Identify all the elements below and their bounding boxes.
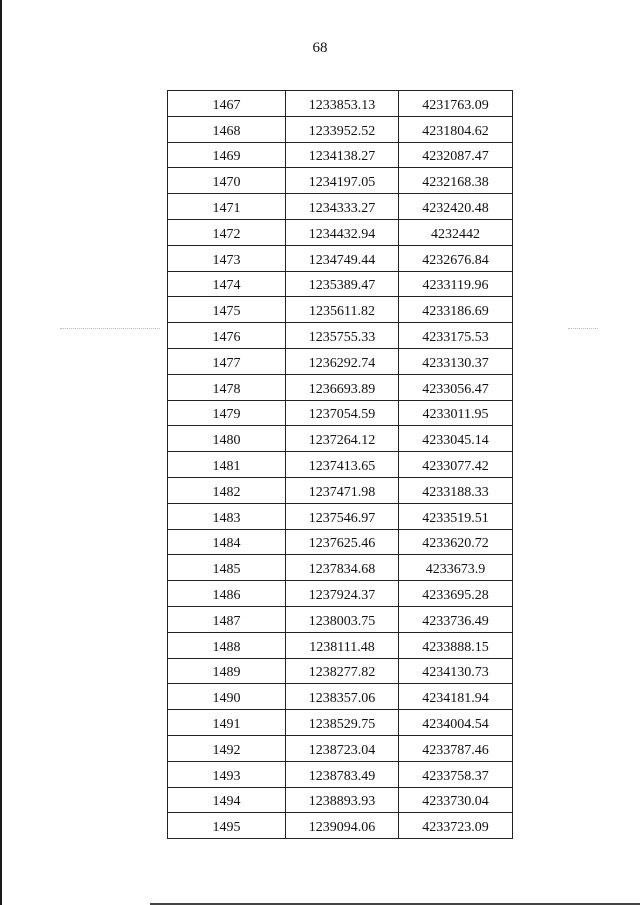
point-number-cell: 1481 [168,452,286,478]
point-number-cell: 1494 [168,787,286,813]
y-coordinate-cell: 4232168.38 [399,168,513,194]
table-row [168,529,513,555]
x-coordinate-cell: 1235389.47 [286,271,399,297]
point-number-cell: 1478 [168,374,286,400]
y-coordinate-cell: 4231804.62 [399,116,513,142]
point-number-cell: 1492 [168,735,286,761]
table-row [168,555,513,581]
x-coordinate-cell: 1238357.06 [286,684,399,710]
point-number-cell: 1486 [168,581,286,607]
x-coordinate-cell: 1237054.59 [286,400,399,426]
table-row [168,374,513,400]
x-coordinate-cell: 1237924.37 [286,581,399,607]
point-number-cell: 1476 [168,323,286,349]
x-coordinate-cell: 1234333.27 [286,194,399,220]
table-row [168,219,513,245]
point-number-cell: 1488 [168,632,286,658]
x-coordinate-cell: 1234197.05 [286,168,399,194]
point-number-cell: 1477 [168,348,286,374]
table-row [168,271,513,297]
table-row [168,194,513,220]
x-coordinate-cell: 1233853.13 [286,91,399,117]
point-number-cell: 1471 [168,194,286,220]
x-coordinate-cell: 1238277.82 [286,658,399,684]
x-coordinate-cell: 1237471.98 [286,477,399,503]
y-coordinate-cell: 4233011.95 [399,400,513,426]
table-row [168,581,513,607]
table-row [168,348,513,374]
y-coordinate-cell: 4233186.69 [399,297,513,323]
y-coordinate-cell: 4233723.09 [399,813,513,839]
point-number-cell: 1490 [168,684,286,710]
table-row [168,606,513,632]
table-row [168,503,513,529]
point-number-cell: 1472 [168,219,286,245]
x-coordinate-cell: 1236292.74 [286,348,399,374]
point-number-cell: 1484 [168,529,286,555]
y-coordinate-cell: 4231763.09 [399,91,513,117]
table-row [168,400,513,426]
x-coordinate-cell: 1237625.46 [286,529,399,555]
y-coordinate-cell: 4234004.54 [399,710,513,736]
x-coordinate-cell: 1238111.48 [286,632,399,658]
y-coordinate-cell: 4233119.96 [399,271,513,297]
table-row [168,735,513,761]
point-number-cell: 1491 [168,710,286,736]
table-row [168,452,513,478]
table-row [168,323,513,349]
y-coordinate-cell: 4234130.73 [399,658,513,684]
x-coordinate-cell: 1237264.12 [286,426,399,452]
y-coordinate-cell: 4233175.53 [399,323,513,349]
point-number-cell: 1479 [168,400,286,426]
table-row [168,658,513,684]
x-coordinate-cell: 1237413.65 [286,452,399,478]
scan-artifact-dots-right [568,328,598,329]
point-number-cell: 1469 [168,142,286,168]
y-coordinate-cell: 4233673.9 [399,555,513,581]
x-coordinate-cell: 1233952.52 [286,116,399,142]
y-coordinate-cell: 4233620.72 [399,529,513,555]
table-row [168,116,513,142]
x-coordinate-cell: 1238723.04 [286,735,399,761]
x-coordinate-cell: 1234138.27 [286,142,399,168]
scan-artifact-dots-left [60,328,160,329]
table-row [168,426,513,452]
x-coordinate-cell: 1235611.82 [286,297,399,323]
table-row [168,813,513,839]
x-coordinate-cell: 1234749.44 [286,245,399,271]
y-coordinate-cell: 4233188.33 [399,477,513,503]
table-row [168,632,513,658]
y-coordinate-cell: 4234181.94 [399,684,513,710]
y-coordinate-cell: 4232442 [399,219,513,245]
page-number: 68 [312,40,328,56]
y-coordinate-cell: 4233730.04 [399,787,513,813]
point-number-cell: 1467 [168,91,286,117]
table-row [168,477,513,503]
point-number-cell: 1489 [168,658,286,684]
point-number-cell: 1473 [168,245,286,271]
y-coordinate-cell: 4233888.15 [399,632,513,658]
point-number-cell: 1480 [168,426,286,452]
x-coordinate-cell: 1238529.75 [286,710,399,736]
x-coordinate-cell: 1238893.93 [286,787,399,813]
x-coordinate-cell: 1236693.89 [286,374,399,400]
y-coordinate-cell: 4233077.42 [399,452,513,478]
point-number-cell: 1474 [168,271,286,297]
point-number-cell: 1483 [168,503,286,529]
table-row [168,168,513,194]
point-number-cell: 1482 [168,477,286,503]
x-coordinate-cell: 1235755.33 [286,323,399,349]
x-coordinate-cell: 1238783.49 [286,761,399,787]
x-coordinate-cell: 1237834.68 [286,555,399,581]
table-row [168,684,513,710]
table-row [168,761,513,787]
table-row [168,91,513,117]
y-coordinate-cell: 4233056.47 [399,374,513,400]
y-coordinate-cell: 4232087.47 [399,142,513,168]
point-number-cell: 1487 [168,606,286,632]
table-row [168,297,513,323]
y-coordinate-cell: 4233045.14 [399,426,513,452]
point-number-cell: 1470 [168,168,286,194]
point-number-cell: 1495 [168,813,286,839]
x-coordinate-cell: 1239094.06 [286,813,399,839]
point-number-cell: 1475 [168,297,286,323]
table-row [168,142,513,168]
point-number-cell: 1468 [168,116,286,142]
y-coordinate-cell: 4233736.49 [399,606,513,632]
table-row [168,787,513,813]
coordinates-table [167,90,513,839]
y-coordinate-cell: 4233787.46 [399,735,513,761]
y-coordinate-cell: 4233695.28 [399,581,513,607]
table-row [168,710,513,736]
y-coordinate-cell: 4233519.51 [399,503,513,529]
point-number-cell: 1485 [168,555,286,581]
x-coordinate-cell: 1237546.97 [286,503,399,529]
x-coordinate-cell: 1238003.75 [286,606,399,632]
y-coordinate-cell: 4232676.84 [399,245,513,271]
x-coordinate-cell: 1234432.94 [286,219,399,245]
scan-left-edge [0,0,2,905]
table-row [168,245,513,271]
y-coordinate-cell: 4233130.37 [399,348,513,374]
y-coordinate-cell: 4233758.37 [399,761,513,787]
y-coordinate-cell: 4232420.48 [399,194,513,220]
coordinates-table-body [168,91,513,839]
point-number-cell: 1493 [168,761,286,787]
